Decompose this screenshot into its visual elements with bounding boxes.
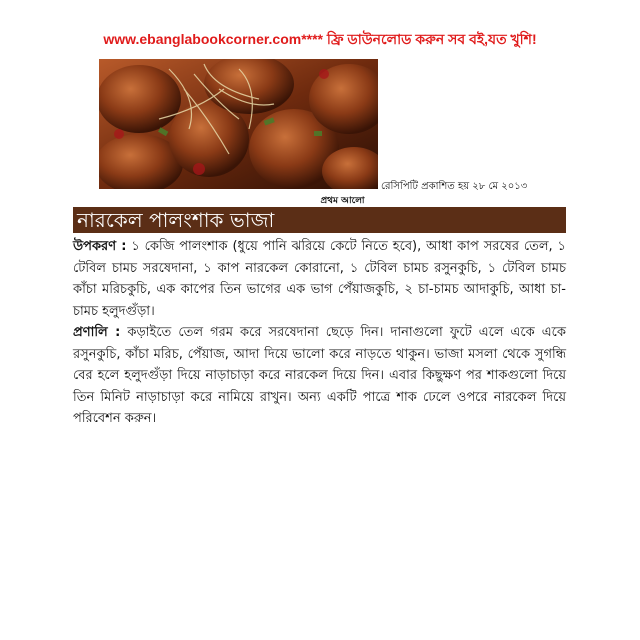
publish-date-caption: রেসিপিটি প্রকাশিত হয় ২৮ মে ২০১৩ bbox=[381, 181, 528, 192]
method-label: প্রণালি : bbox=[73, 325, 121, 340]
ingredients-label: উপকরণ : bbox=[73, 239, 127, 254]
prothom-alo-logo: প্রথম আলো bbox=[320, 196, 365, 206]
recipe-photo bbox=[99, 59, 378, 189]
recipe-body bbox=[73, 236, 566, 430]
recipe-title: নারকেল পালংশাক ভাজা bbox=[73, 207, 566, 233]
fried-fritters-image bbox=[99, 59, 378, 189]
ingredients-paragraph bbox=[73, 236, 566, 322]
method-paragraph bbox=[73, 322, 566, 430]
ingredients-text: ১ কেজি পালংশাক (ধুয়ে পানি ঝরিয়ে কেটে নিতে হবে), আধা কাপ সরষের তেল, ১ টেবিল চামচ সরষেদানা, ১ কাপ নারকেল কোরানো, ১ টেবিল চামচ রসুনকুচি, ১ টেবিল চামচ কাঁচা মরিচকুচি, এক কাপের তিন ভাগের এক ভাগ পেঁয়াজকুচি, ২ চা-চামচ আদাকুচি, আধা চা-চামচ হলুদগুঁড়া। bbox=[73, 239, 566, 319]
website-banner[interactable]: www.ebanglabookcorner.com**** ফ্রি ডাউনলোড করুন সব বই,যত খুশি! bbox=[103, 31, 537, 47]
method-text: কড়াইতে তেল গরম করে সরষেদানা ছেড়ে দিন। দানাগুলো ফুটে এলে একে একে রসুনকুচি, কাঁচা মরিচ, পেঁয়াজ, আদা দিয়ে ভালো করে নাড়তে থাকুন। ভাজা মসলা থেকে সুগন্ধি বের হলে হলুদগুঁড়া দিয়ে নাড়াচাড়া করে নারকেল দিয়ে দিন। এবার কিছুক্ষণ পর শাকগুলো দিয়ে তিন মিনিট নাড়াচাড়া করে নামিয়ে রাখুন। অন্য একটি পাত্রে শাক ঢেলে ওপরে নারকেল দিয়ে পরিবেশন করুন। bbox=[73, 325, 566, 426]
